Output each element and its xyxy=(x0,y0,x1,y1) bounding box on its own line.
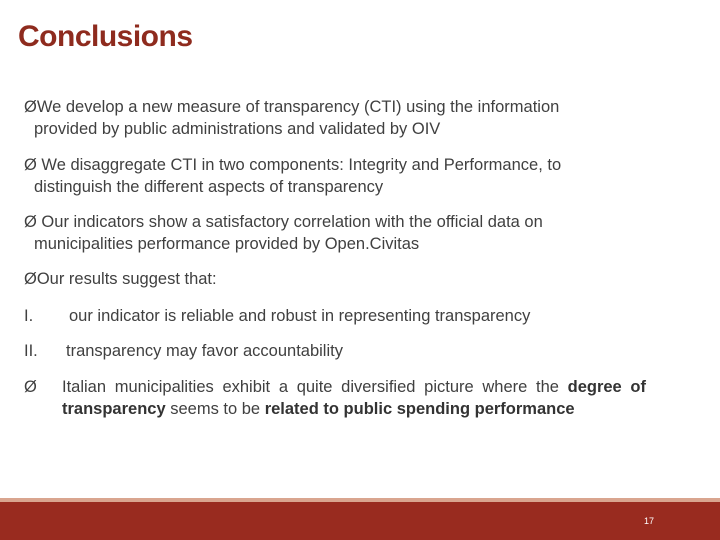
roman-numeral-marker: II. xyxy=(24,342,38,360)
page-number: 17 xyxy=(643,516,654,526)
emphasis-degree-of-transparency: degree of transparency xyxy=(62,378,646,418)
sub-point-text-plain: seems to be xyxy=(165,400,265,418)
sub-point-text xyxy=(62,376,646,420)
arrow-bullet-icon: Ø xyxy=(24,98,37,116)
emphasis-public-spending: related to public spending performance xyxy=(264,400,575,418)
arrow-bullet-icon: Ø xyxy=(24,213,37,231)
page-title: Conclusions xyxy=(18,20,193,53)
footer-bar xyxy=(0,498,720,540)
bullet-text-line1: Our results suggest that: xyxy=(36,270,217,288)
sub-point-text: our indicator is reliable and robust in representing transparency xyxy=(69,307,531,325)
bullet-text-line1: Our indicators show a satisfactory correlation with the official data on xyxy=(36,213,543,231)
bullet-item xyxy=(24,154,646,198)
arrow-bullet-icon: Ø xyxy=(24,378,37,396)
roman-numeral-marker: I. xyxy=(24,307,34,325)
bullet-item xyxy=(24,96,646,140)
bullet-text-line2: provided by public administrations and validated by OIV xyxy=(34,120,441,138)
arrow-bullet-icon: Ø xyxy=(24,156,37,174)
bullet-text-line2: distinguish the different aspects of transparency xyxy=(34,178,384,196)
bullet-text-line1: We disaggregate CTI in two components: Integrity and Performance, to xyxy=(36,156,562,174)
arrow-bullet-icon: Ø xyxy=(24,270,37,288)
bullet-item xyxy=(24,268,646,290)
sub-point xyxy=(24,305,646,327)
bullet-text-line2: municipalities performance provided by Open.Civitas xyxy=(34,235,420,253)
sub-point xyxy=(24,340,646,362)
bullet-text-line1: We develop a new measure of transparency (CTI) using the information xyxy=(36,98,560,116)
sub-point-text-plain: Italian municipalities exhibit a quite diversified picture where the xyxy=(62,378,568,396)
sub-point-text: transparency may favor accountability xyxy=(66,342,343,360)
sub-point xyxy=(24,376,646,420)
bullet-item xyxy=(24,211,646,255)
